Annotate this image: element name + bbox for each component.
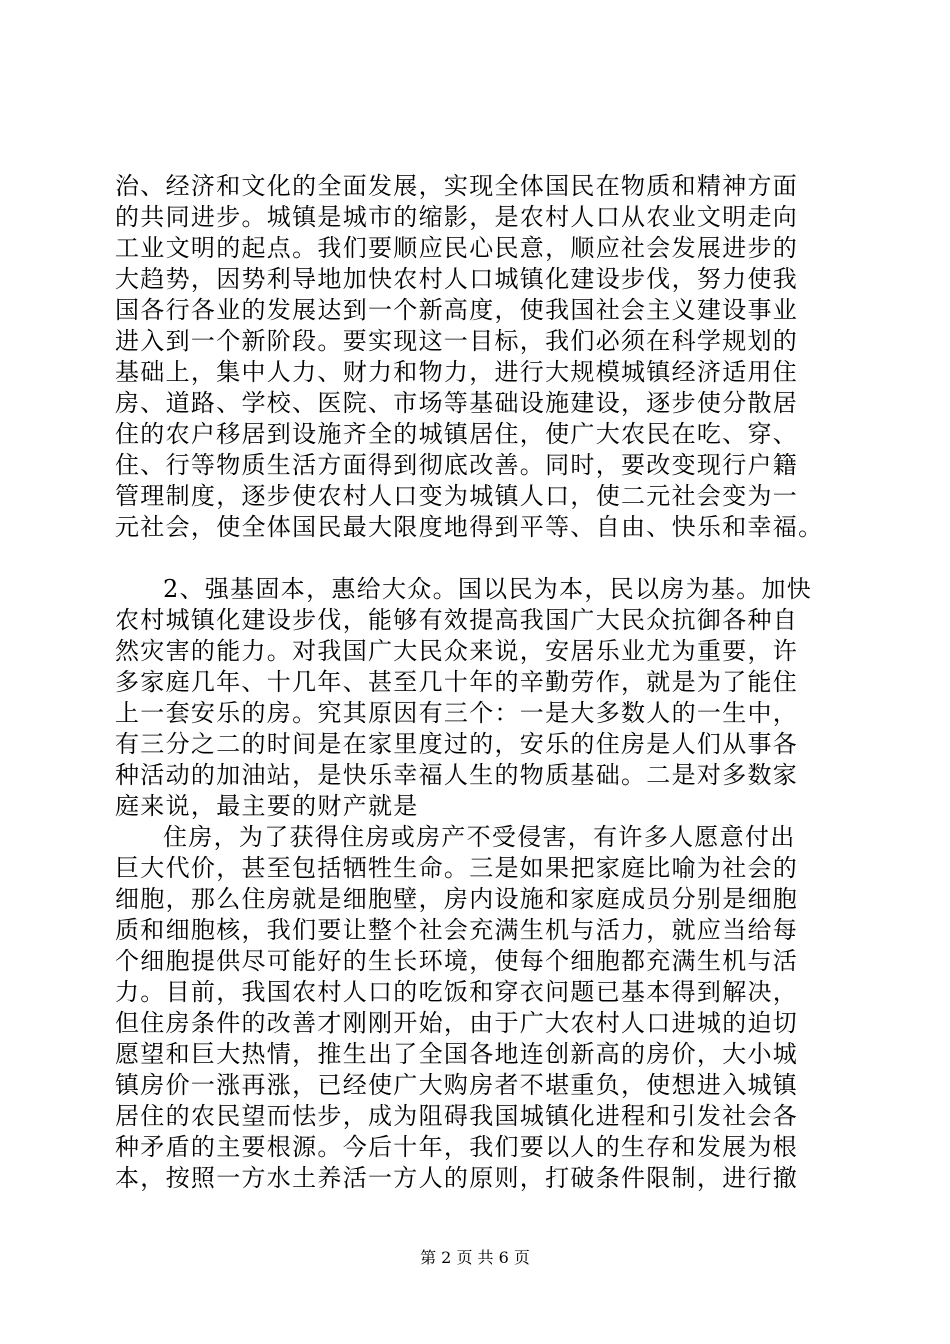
document-body <box>115 171 851 1194</box>
paragraph-line: 管理制度，逐步使农村人口变为城镇人口，使二元社会变为一 <box>115 482 799 510</box>
paragraph-line: 农村城镇化建设步伐，能够有效提高我国广大民众抗御各种自 <box>115 606 799 634</box>
paragraph-line: 工业文明的起点。我们要顺应民心民意，顺应社会发展进步的 <box>115 234 799 262</box>
paragraph-line: 种矛盾的主要根源。今后十年，我们要以人的生存和发展为根 <box>115 1133 799 1161</box>
paragraph-line: 力。目前，我国农村人口的吃饭和穿衣问题已基本得到解决， <box>115 978 799 1006</box>
paragraph-gap <box>115 543 851 574</box>
paragraph-line: 个细胞提供尽可能好的生长环境，使每个细胞都充满生机与活 <box>115 947 799 975</box>
paragraph-line: 基础上，集中人力、财力和物力，进行大规模城镇经济适用住 <box>115 358 799 386</box>
paragraph-line: 住、行等物质生活方面得到彻底改善。同时，要改变现行户籍 <box>115 451 799 479</box>
paragraph-line: 有三分之二的时间是在家里度过的，安乐的住房是人们从事各 <box>115 730 799 758</box>
paragraph-line: 细胞，那么住房就是细胞壁，房内设施和家庭成员分别是细胞 <box>115 885 799 913</box>
paragraph-line: 种活动的加油站，是快乐幸福人生的物质基础。二是对多数家 <box>115 761 799 789</box>
paragraph-line: 然灾害的能力。对我国广大民众来说，安居乐业尤为重要，许 <box>115 637 799 665</box>
paragraph-line: 上一套安乐的房。究其原因有三个：一是大多数人的一生中， <box>115 699 799 727</box>
paragraph-line: 2、强基固本，惠给大众。国以民为本，民以房为基。加快 <box>163 575 813 603</box>
paragraph-line: 本，按照一方水土养活一方人的原则，打破条件限制，进行撤 <box>115 1164 799 1192</box>
paragraph-line: 质和细胞核，我们要让整个社会充满生机与活力，就应当给每 <box>115 916 799 944</box>
paragraph-line: 多家庭几年、十几年、甚至几十年的辛勤劳作，就是为了能住 <box>115 668 799 696</box>
paragraph-line: 大趋势，因势利导地加快农村人口城镇化建设步伐，努力使我 <box>115 265 799 293</box>
paragraph-line: 的共同进步。城镇是城市的缩影，是农村人口从农业文明走向 <box>115 203 799 231</box>
paragraph-line: 国各行各业的发展达到一个新高度，使我国社会主义建设事业 <box>115 296 799 324</box>
paragraph-line: 治、经济和文化的全面发展，实现全体国民在物质和精神方面 <box>115 172 799 200</box>
paragraph-line: 庭来说，最主要的财产就是 <box>115 792 419 820</box>
paragraph-line: 居住的农民望而怯步，成为阻碍我国城镇化进程和引发社会各 <box>115 1102 799 1130</box>
paragraph-line: 巨大代价，甚至包括牺牲生命。三是如果把家庭比喻为社会的 <box>115 854 799 882</box>
page-number-footer: 第 2 页 共 6 页 <box>420 1248 530 1267</box>
paragraph-line: 愿望和巨大热情，推生出了全国各地连创新高的房价，大小城 <box>115 1040 799 1068</box>
paragraph-line: 房、道路、学校、医院、市场等基础设施建设，逐步使分散居 <box>115 389 799 417</box>
paragraph-line: 住房，为了获得住房或房产不受侵害，有许多人愿意付出 <box>163 823 796 851</box>
paragraph-line: 镇房价一涨再涨，已经使广大购房者不堪重负，使想进入城镇 <box>115 1071 799 1099</box>
paragraph-line: 但住房条件的改善才刚刚开始，由于广大农村人口进城的迫切 <box>115 1009 799 1037</box>
paragraph-line: 元社会，使全体国民最大限度地得到平等、自由、快乐和幸福。 <box>115 513 824 541</box>
paragraph-line: 住的农户移居到设施齐全的城镇居住，使广大农民在吃、穿、 <box>115 420 799 448</box>
paragraph-line: 进入到一个新阶段。要实现这一目标，我们必须在科学规划的 <box>115 327 799 355</box>
